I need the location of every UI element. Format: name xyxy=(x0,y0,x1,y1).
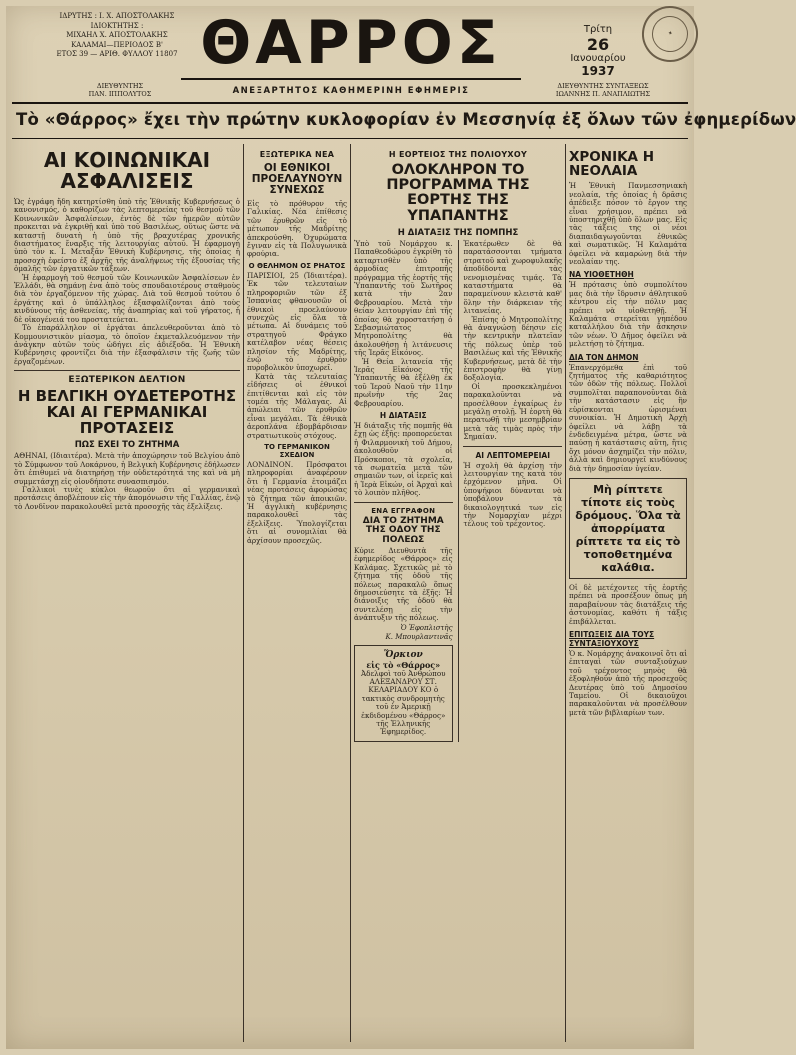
founder-info xyxy=(42,12,192,60)
column-social-insurance xyxy=(14,144,240,1042)
article-paragraph: Τὸ ἐπαράλληλον οἱ ἐργάται ἀπελευθεροῦνται ἀπὸ τὸ Κομμουνιστικὸν μίασμα, τὸ ὁποῖον ἐκμεταλλευόμενον τὴν ἀνάγκην αὐτῶν τοὺς ὡδήγει εἰς ἀδιέξοδα. Ἡ Ἐθνικὴ Κυβέρνησις φροντίζει διὰ τὴν ἐξασφάλισιν τῆς ζωῆς τῶν ἐργαζομένων. xyxy=(14,323,240,366)
article-paragraph: Ἑκατέρωθεν δὲ θὰ παρατάσσονται τμήματα στρατοῦ καὶ χωροφυλακῆς ἀποδίδοντα τὰς νενομισμένας τιμάς. Τὰ καταστήματα θὰ παραμείνουν κλειστὰ καθ' ὅλην τὴν διάρκειαν τῆς λιτανείας. xyxy=(463,238,562,316)
editor-label: ΔΙΕΥΘΥΝΤΗΣ ΣΥΝΤΑΞΕΩΣ xyxy=(557,82,649,90)
headline-social-insurance: ΑΙ ΚΟΙΝΩΝΙΚΑΙ ΑΣΦΑΛΙΣΕΙΣ xyxy=(43,148,211,193)
issue-line: ΕΤΟΣ 39 — ΑΡΙΘ. ΦΥΛΛΟΥ 11807 xyxy=(56,50,178,58)
column-rule xyxy=(243,144,244,1042)
column-foreign-news xyxy=(247,144,347,1042)
feast-subcolumn-left xyxy=(354,240,453,742)
banner-top-rule xyxy=(12,102,688,104)
label-adopt: ΝΑ ΥΙΟΘΕΤΗΘΗ xyxy=(569,270,634,280)
oath-box xyxy=(354,645,453,742)
section-divider xyxy=(14,370,240,371)
director-info xyxy=(60,82,180,98)
owner-label: ΙΔΙΟΚΤΗΤΗΣ : xyxy=(90,21,144,30)
headline-street: ΔΙΑ ΤΟ ΖΗΤΗΜΑ ΤΗΣ ΟΔΟΥ ΤΗΣ ΠΟΛΕΩΣ xyxy=(362,515,444,545)
month: Ιανουαρίου xyxy=(570,53,626,64)
article-paragraph: Ἡ πρότασις ὑπὸ συμπολίτου μας διὰ τὴν ἵδρυσιν ἀθλητικοῦ κέντρου εἰς τὴν πόλιν μας πρέπει νὰ υἱοθετηθῇ. Ἡ Καλαμάτα στερεῖται γηπέδου καταλλήλου διὰ τὴν ἄσκησιν τῶν νέων. Ὁ Δῆμος ὀφείλει νὰ μελετήσῃ τὸ ζήτημα. xyxy=(569,280,687,349)
article-paragraph: Ἡ διάταξις τῆς πομπῆς θὰ ἔχῃ ὡς ἑξῆς: προπορεύεται ἡ Φιλαρμονικὴ τοῦ Δήμου, ἀκολουθοῦν οἱ Πρόσκοποι, τὰ σχολεῖα, τὰ σωματεῖα μετὰ τῶν σημαιῶν των, οἱ ἱερεῖς καὶ ἡ Ἱερὰ Εἰκών, οἱ Ἀρχαὶ καὶ τὸ λοιπὸν πλῆθος. xyxy=(354,421,453,498)
oath-text: Ἀδελφοὶ τοῦ Ἀνθρώπου ΑΛΕΞΑΝΔΡΟΥ ΣΤ. ΚΕΛΑΡΙΑΔΟΥ ΚΟ ὁ τακτικὸς συνδρομητὴς τοῦ ἐν Ἀμερικῇ ἐκδιδομένου «Θάρρος» τῆς Ἑλληνικῆς Ἐφημερίδος. xyxy=(360,668,446,737)
headline-belgium: Η ΒΕΛΓΙΚΗ ΟΥΔΕΤΕΡΟΤΗΣ ΚΑΙ ΑΙ ΓΕΡΜΑΝΙΚΑΙ ΠΡΟΤΑΣΕΙΣ xyxy=(17,387,237,437)
oath-title: Ὅρκιον xyxy=(383,649,423,660)
section-divider xyxy=(354,502,453,503)
subheadline-details: ΑΙ ΛΕΠΤΟΜΕΡΕΙΑΙ xyxy=(475,450,550,460)
column-chronicles xyxy=(569,144,687,1042)
cleanliness-motto: Μὴ ρίπτετε τίποτε εἰς τοὺς δρόμους. Ὅλα τὰ ἀπορρίματα ρίπτετε τα εἰς τὸ τοποθετημένα καλάθια. xyxy=(575,482,681,574)
editor-name: ΙΩΑΝΝΗΣ Π. ΑΝΑΠΛΙΩΤΗΣ xyxy=(555,90,651,98)
document-kicker: ΕΝΑ ΕΓΓΡΑΦΟΝ xyxy=(371,506,436,515)
article-paragraph: Οἱ προσκεκλημένοι παρακαλοῦνται νὰ προσέλθουν ἐγκαίρως ἐν μεγάλῃ στολῇ. Ἡ ἑορτὴ θὰ περατωθῇ τὴν μεσημβρίαν μετὰ τὰς τιμὰς πρὸς τὴν Σημαίαν. xyxy=(463,381,562,442)
signature-name: Κ. Μπουρλαντινᾶς xyxy=(385,632,453,641)
newspaper-title: ΘΑΡΡΟΣ xyxy=(200,8,502,78)
article-paragraph: Ἡ Θεία λιτανεία τῆς Ἱερᾶς Εἰκόνος τῆς Ὑπαπαντῆς θὰ ἐξέλθῃ ἐκ τοῦ Ἱεροῦ Ναοῦ τὴν 11ην πρωϊνὴν τῆς 2ας Φεβρουαρίου. xyxy=(354,356,453,408)
subheadline-procession: Η ΔΙΑΤΑΞΙΣ ΤΗΣ ΠΟΜΠΗΣ xyxy=(397,227,519,238)
subcolumn-rule xyxy=(458,240,459,742)
weekday: Τρίτη xyxy=(583,24,613,35)
cleanliness-notice xyxy=(569,478,687,579)
article-paragraph: Ἡ ἐφαρμογὴ τοῦ θεσμοῦ τῶν Κοινωνικῶν Ἀσφαλίσεων ἐν Ἑλλάδι, θὰ σημάνῃ ἐνα ἀπὸ τοὺς σπουδαιοτέρους σταθμοὺς διὰ τὸν ἐργαζόμενον τῆς χώρας. Διὰ τοῦ θεσμοῦ τούτου ὁ ἐργάτης καὶ ὁ ὑπάλληλος ἐξασφαλίζονται ἀπὸ τοὺς κινδύνους τῆς ἀσθενείας, τῆς ἀναπηρίας καὶ τοῦ γήρατος, ἡ δὲ οἰκογένειά του προστατεύεται. xyxy=(14,272,240,324)
article-paragraph: Ἐπανερχόμεθα ἐπὶ τοῦ ζητήματος τῆς καθαριότητος τῶν ὁδῶν τῆς πόλεως. Πολλοὶ συμπολῖται παραπονοῦνται διὰ τὴν κατάστασιν εἰς ἣν εὑρίσκονται ὡρισμέναι συνοικίαι. Ἡ Δημοτικὴ Ἀρχὴ ὀφείλει νὰ λάβῃ τὰ ἐνδεδειγμένα μέτρα, ὥστε νὰ παύσῃ ἡ κατάστασις αὕτη, ἥτις ὄχι μόνον ἀσχημίζει τὴν πόλιν, ἀλλὰ καὶ δημιουργεῖ κινδύνους διὰ τὴν δημοσίαν ὑγείαν. xyxy=(569,362,687,473)
banner-bottom-rule xyxy=(12,138,688,139)
director-name: ΠΑΝ. ΙΠΠΟΛΥΤΟΣ xyxy=(88,90,152,98)
article-paragraph: Κατὰ τὰς τελευταίας εἰδήσεις οἱ ἐθνικοὶ ἐπιτίθενται καὶ εἰς τὸν τομέα τῆς Μάλαγας. Αἱ ἀπώλειαι τῶν ἐρυθρῶν εἶναι μεγάλαι. Τὰ ἐθνικὰ ἀεροπλάνα ἐβομβάρδισαν στρατιωτικοὺς στόχους. xyxy=(247,371,347,440)
library-stamp xyxy=(637,1,703,67)
column-rule xyxy=(350,144,351,1042)
article-paragraph: Οἱ δὲ μετέχοντες τῆς ἑορτῆς πρέπει νὰ προσέξουν ὅπως μὴ παραβαίνουν τὰς διατάξεις τῆς ἀστυνομίας, καθότι ἡ τάξις ἐπιβάλλεται. xyxy=(569,582,687,626)
feast-subcolumns xyxy=(354,240,562,742)
article-paragraph: Κύριε Διευθυντὰ τῆς ἐφημερίδος «Θάρρος» εἰς Καλάμας. Σχετικῶς μὲ τὸ ζήτημα τῆς ὁδοῦ τῆς πόλεως παρακαλῶ ὅπως δημοσιεύσητε τὰ ἑξῆς: Ἡ διάνοιξις τῆς ὁδοῦ θὰ συντελέσῃ εἰς τὴν ἀνάπτυξιν τῆς πόλεως. xyxy=(354,545,453,623)
label-municipality: ΔΙΑ ΤΟΝ ΔΗΜΟΝ xyxy=(569,352,639,362)
feast-subcolumn-right xyxy=(463,240,562,742)
day-number: 26 xyxy=(586,35,610,54)
section-divider xyxy=(463,446,562,447)
article-paragraph: Ἡ Ἑθνικὴ Πανμεσσηνιακὴ νεολαία, τῆς ὁποίας ἡ δρᾶσις ἀπέδειξε πόσον τὸ ἔργον της εἶναι χρήσιμον, πρέπει νὰ ὑποστηριχθῇ ὑπὸ ὅλων μας. Εἰς τὰς τάξεις της οἱ νέοι διαπαιδαγωγοῦνται ἐθνικῶς καὶ σωματικῶς. Ἡ Καλαμάτα ὀφείλει νὰ καμαρώνῃ διὰ τὴν νεολαίαν της. xyxy=(569,181,687,266)
headline-feast-program: ΟΛΟΚΛΗΡΟΝ ΤΟ ΠΡΟΓΡΑΜΜΑ ΤΗΣ ΕΟΡΤΗΣ ΤΗΣ ΥΠΑΠΑΝΤΗΣ xyxy=(386,162,530,224)
date-block xyxy=(566,24,630,77)
title-rule xyxy=(181,78,521,80)
column-rule xyxy=(565,144,566,1042)
director-label: ΔΙΕΥΘΥΝΤΗΣ xyxy=(96,82,144,90)
foreign-news-kicker: ΕΞΩΤΕΡΙΚΑ ΝΕΑ xyxy=(259,150,335,159)
owner-name: ΜΙΧΑΗΛ Χ. ΑΠΟΣΤΟΛΑΚΗΣ xyxy=(66,31,168,39)
signature-title: Ὁ Ἐφοπλιστὴς xyxy=(400,623,453,632)
article-paragraph: Ὁ κ. Νομάρχης ἀνακοινοῖ ὅτι αἱ ἐπιταγαὶ τῶν συνταξιούχων τοῦ τρέχοντος μηνὸς θὰ ἐξοφληθοῦν ἀπὸ τῆς προσεχοῦς Δευτέρας ὑπὸ τοῦ Δημοσίου Ταμείου. Οἱ δικαιοῦχοι παρακαλοῦνται νὰ προσέλθουν μετὰ τῶν βιβλιαρίων των. xyxy=(569,648,687,717)
subheadline-german-plan: ΤΟ ΓΕΡΜΑΝΙΚΟΝ ΣΧΕΔΙΟΝ xyxy=(264,443,330,460)
oath-subtitle: εἰς τὸ «Θάρρος» xyxy=(366,659,441,670)
article-paragraph: Ἐπίσης ὁ Μητροπολίτης θὰ ἀναγνώσῃ δέησιν εἰς τὴν κεντρικὴν πλατεῖαν τῆς πόλεως ὑπὲρ τοῦ Βασιλέως καὶ τῆς Ἐθνικῆς Κυβερνήσεως, μετὰ δὲ τὴν ἐπιστροφὴν θὰ γίνῃ δοξολογία. xyxy=(463,314,562,383)
subheadline-order: Η ΔΙΑΤΑΞΙΣ xyxy=(379,411,427,420)
editor-info xyxy=(528,82,678,98)
newspaper-subtitle: ΑΝΕΞΑΡΤΗΤΟΣ ΚΑΘΗΜΕΡΙΝΗ ΕΦΗΜΕΡΙΣ xyxy=(232,86,470,96)
founder-line: ΙΔΡΥΤΗΣ : Ι. Χ. ΑΠΟΣΤΟΛΑΚΗΣ xyxy=(59,12,175,20)
headline-nationalists: ΟΙ ΕΘΝΙΚΟΙ ΠΡΟΕΛΑΥΝΟΥΝ ΣΥΝΕΧΩΣ xyxy=(251,162,343,197)
stamp-inner: ✦ xyxy=(649,13,692,56)
article-paragraph: Ὡς ἐγράφη ἤδη κατηρτίσθη ὑπὸ τῆς Ἐθνικῆς Κυβερνήσεως ὁ κανονισμός, ὁ καθορίζων τὰς λεπτομερείας τοῦ θεσμοῦ τῶν Κοινωνικῶν Ἀσφαλίσεων, ἐντὸς δὲ τῶν ἡμερῶν αὐτῶν προκειται νὰ ἐγκριθῇ καὶ ὑπὸ τοῦ Βασιλέως, οὕτως ὥστε νὰ καταστῇ δυνατὴ ἡ ὑπὸ τῆς βραχυτέρας χρονικῆς διαστήματος ἔναρξις τῆς λειτουργίας αὐτοῦ. Ἡ ἐφαρμογὴ ὑπὸ τὸν κ. Ι. Μεταξᾶν Ἐθνικὴ Κυβέρνησις, τῆς ὁποίας ἡ προσοχὴ ἐφείστο ἐξ ἀρχῆς τῆς ἀναλήψεως τῆς ἐξουσίας τῆς ὁμαλῆς τῶν ἐργατικῶν τάξεων. xyxy=(14,197,240,274)
headline-chronicles: ΧΡΟΝΙΚΑ Η ΝΕΟΛΑΙΑ xyxy=(569,149,655,180)
article-paragraph: Ὑπὸ τοῦ Νομάρχου κ. Παπαθεοδώρου ἐγκρίθη τὸ καταρτισθὲν ὑπὸ τῆς ἁρμοδίας ἐπιτροπῆς πρόγραμμα τῆς ἑορτῆς τῆς Ὑπαπαντῆς τοῦ Σωτῆρος κατὰ τὴν 2αν Φεβρουαρίου. Μετὰ τὴν θείαν λειτουργίαν ἐπὶ τῆς ὁποίας θὰ χοροστατήσῃ ὁ Σεβασμιώτατος Μητροπολίτης θὰ ἀκολουθήσῃ ἡ λιτάνευσις τῆς Ἱερᾶς Εἰκόνος. xyxy=(354,238,453,358)
article-paragraph: Εἰς τὸ πρόθυρον τῆς Γαλικίας. Νέα ἐπίθεσις τῶν ἐρυθρῶν εἰς τὸ μέτωπον τῆς Μαδρίτης ἀπεκρούσθη. Ὀχυρώματα ἔγιναν εἰς τὰ Πολυγωνικὰ φρούρια. xyxy=(247,199,347,259)
label-pensioners: ΕΠΙΤΩΞΕΙΣ ΔΙΑ ΤΟΥΣ ΣΥΝΤΑΞΙΟΥΧΟΥΣ xyxy=(569,629,655,648)
subheadline-belgium: ΠΩΣ ΕΧΕΙ ΤΟ ΖΗΤΗΜΑ xyxy=(74,440,180,451)
newspaper-page xyxy=(6,6,796,1049)
foreign-bulletin-kicker: ΕΞΩΤΕΡΙΚΟΝ ΔΕΛΤΙΟΝ xyxy=(68,375,186,386)
circulation-banner: Τὸ «Θάρρος» ἔχει τὴν πρώτην κυκλοφορίαν ἐν Μεσσηνίᾳ ἐξ ὅλων τῶν ἐφημερίδων xyxy=(16,110,796,129)
article-paragraph: Γαλλικοὶ τινὲς κύκλοι θεωροῦν ὅτι αἱ γερμανικαὶ προτάσεις ἀποβλέπουν εἰς τὴν ἀπομόνωσιν τῆς Γαλλίας, ἐνῷ τὸ Λονδῖνον παρακολουθεῖ μετὰ προσοχῆς τὰς ἐξελίξεις. xyxy=(14,485,240,511)
article-paragraph: ΠΑΡΙΣΙΟΙ, 25 (Ἰδιαιτέρα). Ἐκ τῶν τελευταίων πληροφοριῶν τῶν ἐξ Ἱσπανίας φθανουσῶν οἱ ἐθνικοὶ προελαύνουν συνεχῶς εἰς ὅλα τὰ μέτωπα. Αἱ δυνάμεις τοῦ στρατηγοῦ Φράγκο κατέλαβον νέας θέσεις πλησίον τῆς Μαδρίτης, ἐνῷ τὸ ἐρυθρὸν πυροβολικὸν ὑποχωρεῖ. xyxy=(247,270,347,373)
article-paragraph: ΑΘΗΝΑΙ, (Ιδιαιτέρα). Μετὰ τὴν ἀποχώρησιν τοῦ Βελγίου ἀπὸ τὸ Σύμφωνον τοῦ Λοκάρνου, ἡ Βελγικὴ Κυβέρνησις ἐδήλωσεν ὅτι ἐπιθυμεῖ νὰ διατηρήσῃ τὴν οὐδετερότητά της καὶ νὰ μὴ συμμετάσχῃ εἰς οἱονδήποτε συνασπισμόν. xyxy=(14,451,240,486)
subheadline-col2: Ο ΘΕΛΗΜΟΝ ΟΣ ΡΗΑΤΟΣ xyxy=(248,261,346,270)
masthead xyxy=(6,6,694,106)
column-feast-program xyxy=(354,144,562,1042)
article-paragraph: ΛΟΝΔΙΝΟΝ. Πρόσφατοι πληροφορίαι ἀναφέρουν ὅτι ἡ Γερμανία ἑτοιμάζει νέας προτάσεις ἀφορώσας τὸ ζήτημα τῶν ἀποικιῶν. Ἡ ἀγγλικὴ κυβέρνησις παρακολουθεῖ τὰς ἐξελίξεις. Ὑπολογίζεται ὅτι αἱ συνομιλίαι θὰ ἀρχίσουν προσεχῶς. xyxy=(247,460,347,545)
article-paragraph: Ἡ σχολὴ θὰ ἀρχίσῃ τὴν λειτουργίαν της κατὰ τὸν ἐρχόμενον μῆνα. Οἱ ὑποψήφιοι δύνανται νὰ ὑποβάλουν τὰ δικαιολογητικά των εἰς τὴν Νομαρχίαν μέχρι τέλους τοῦ τρέχοντος. xyxy=(463,460,562,529)
year: 1937 xyxy=(581,64,615,78)
feast-kicker: Η ΕΟΡΤΕΙΟΣ ΤΗΣ ΠΟΛΙΟΥΧΟΥ xyxy=(388,150,528,159)
period-line: ΚΑΛΑΜΑΙ—ΠΕΡΙΟΔΟΣ Β' xyxy=(71,40,163,49)
